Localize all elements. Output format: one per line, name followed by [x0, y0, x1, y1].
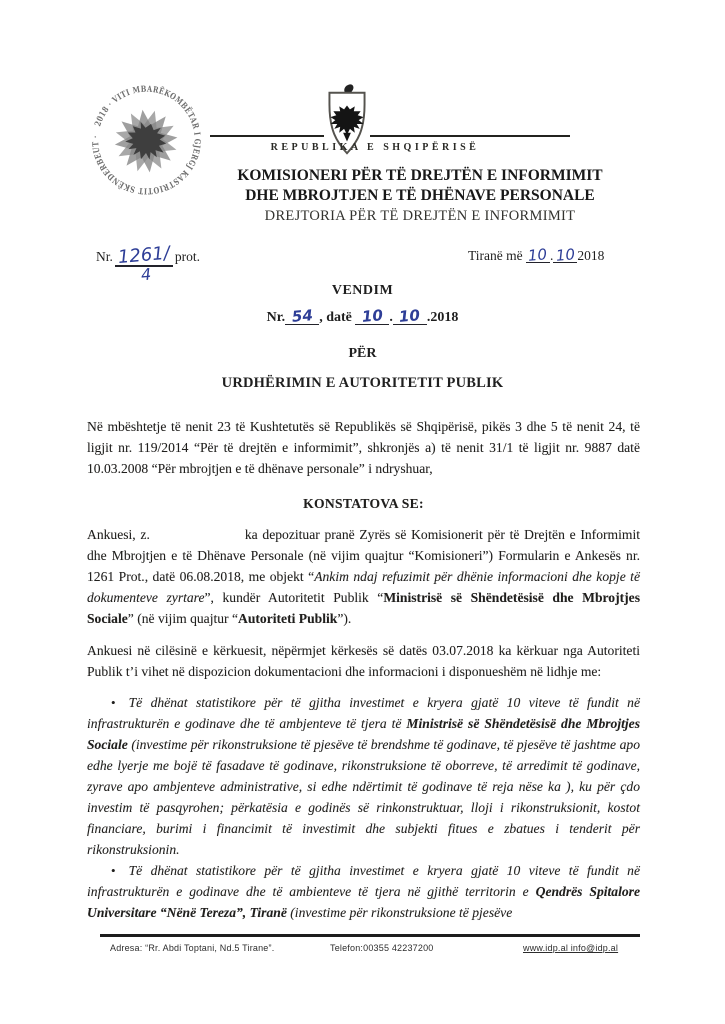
date-day-slot — [526, 245, 550, 265]
text-segment: ”). — [337, 611, 352, 626]
decision-date-label: , datë — [319, 310, 352, 325]
text-segment: Ankim ndaj refuzimit për dhënie informacioni dhe kopje të dokumenteve zyrtare — [87, 569, 640, 605]
bullet-icon: • — [111, 863, 116, 878]
prot-label: prot. — [174, 249, 200, 264]
protocol-number-handwritten — [115, 242, 173, 285]
text-segment: Qendrës Spitalore Universitare “Nënë Tereza”, Tiranë — [87, 884, 640, 920]
helmet-icon — [344, 84, 353, 92]
document-body — [87, 416, 640, 923]
text-segment: Ministrisë së Shëndetësisë dhe Mbrojtjes Sociale — [87, 590, 641, 626]
text-segment: ”, kundër Autoritetit Publik “ — [204, 590, 384, 605]
city-date-prefix: Tiranë më — [468, 248, 523, 263]
konstatova-heading: KONSTATOVA SE: — [303, 496, 424, 511]
republic-title: REPUBLIKA E SHQIPËRISË — [270, 142, 480, 153]
text-segment: ka depozituar pranë Zyrës së Komisionerit për të Drejtën e Informimit dhe Mbrojtjen e të Dhënave Personale (në vijim quajtur “Komisioneri”) Formularin e Ankesës nr. 1261 Prot., datë 06.08.2018, me objekt “ — [87, 527, 640, 584]
text-segment: (investime për rikonstruksione të pjesëve të brendshme të godinave, të pjesëve të jashtme apo edhe lyerje me bojë të fasadave të godinave, rikonstruksione të oborreve, të arredimit të godinave, zyrave apo ambjenteve administrative, si edhe ndërtimit të godinave të reja nëse ka ), ku për çdo investim të pasqyrohen; përkatësia e godinës së rinkonstruktuar, lloji i rikonstruksionit, kostot financiare, burimi i financimit të investimit dhe subjekti fitues e zbatues i tenderit për rikonstruksionin. — [87, 737, 640, 857]
footer-address: Adresa: “Rr. Abdi Toptani, Nd.5 Tirane”. — [110, 943, 275, 953]
text-segment: Autoriteti Publik — [238, 611, 338, 626]
decision-date-year: .2018 — [426, 310, 459, 325]
request-bullet-1 — [87, 692, 640, 860]
org-name-line2: DHE MBROJTJEN E TË DHËNAVE PERSONALE — [245, 187, 595, 204]
decision-nr-handwritten: 54 — [290, 306, 314, 326]
text-segment: (investime për rikonstruksione të pjesëve — [286, 905, 513, 920]
text-segment: Ministrisë së Shëndetësisë dhe Mbrojtjes Sociale — [87, 716, 640, 752]
nr-label: Nr. — [96, 249, 113, 264]
legal-basis-paragraph: Në mbështetje të nenit 23 të Kushtetutës së Republikës së Shqipërisë, pikës 3 dhe 5 të nenit 24, të ligjit nr. 119/2014 “Për të drejtën e informimit”, shkronjës a) të nenit 31/1 të ligjit nr. 9887 datë 10.03.2008 “Për mbrojtjen e të dhënave personale” i ndryshuar, — [87, 419, 640, 476]
date-day-handwritten: 10 — [527, 245, 549, 265]
per-heading: PËR — [348, 346, 377, 361]
date-month-slot — [553, 245, 577, 265]
header-rule-left — [210, 135, 324, 137]
request-bullet-2 — [87, 860, 640, 923]
text-segment: ” (në vijim quajtur “ — [127, 611, 239, 626]
decision-date-dot: . — [389, 310, 393, 325]
directorate-name: DREJTORIA PËR TË DREJTËN E INFORMIMIT — [264, 208, 576, 224]
protocol-number-suffix: 4 — [140, 264, 152, 285]
footer-phone: Telefon:00355 42237200 — [330, 943, 434, 953]
decision-date-day-slot — [355, 306, 389, 326]
bullet-1-text — [87, 695, 640, 857]
complaint-paragraph — [87, 524, 640, 629]
date-dot: . — [550, 248, 554, 263]
footer-website: www.idp.al info@idp.al — [523, 943, 619, 953]
organization-header — [190, 166, 650, 226]
text-segment: Të dhënat statistikore për të gjitha investimet e kryera gjatë 10 viteve të fundit në infrastrukturën e godinave dhe të ambjenteve të tjera të — [87, 695, 640, 731]
decision-nr-slot — [285, 306, 319, 326]
date-year: 2018 — [577, 248, 605, 263]
protocol-number-value: 1261/ — [117, 242, 171, 269]
footer-rule — [100, 934, 640, 937]
request-paragraph: Ankuesi në cilësinë e kërkuesit, nëpërmjet kërkesës së datës 03.07.2018 ka kërkuar nga Autoriteti Publik t’i vihet në dispozicion dokumentacioni dhe informacioni i disponueshëm në lidhje me: — [87, 643, 640, 679]
text-segment: Ankuesi, z. — [87, 527, 150, 542]
place-date-block — [468, 245, 605, 265]
decision-date-month: 10 — [398, 306, 421, 326]
decision-date-month-slot — [393, 306, 427, 326]
decision-date-day: 10 — [361, 306, 384, 326]
bullet-icon: • — [111, 695, 116, 710]
protocol-number-block — [96, 242, 200, 285]
decision-subject: URDHËRIMIN E AUTORITETIT PUBLIK — [221, 375, 504, 391]
header-rule-right — [370, 135, 570, 137]
decision-nr-prefix: Nr. — [266, 310, 286, 325]
decision-heading: VENDIM — [331, 283, 394, 298]
date-month-handwritten: 10 — [555, 245, 576, 265]
text-segment: Të dhënat statistikore për të gjitha investimet e kryera gjatë 10 viteve të fundit në infrastrukturën e godinave dhe të ambienteve të tjera në gjithë territorin e — [87, 863, 640, 899]
org-name-line1: KOMISIONERI PËR TË DREJTËN E INFORMIMIT — [237, 167, 603, 184]
seal-ring-text: 2018 · VITI MBARËKOMBËTAR I GJERGJ KASTRIOTIT SKËNDERBEUT · — [89, 83, 203, 197]
decision-number-line — [0, 306, 725, 326]
bullet-2-text — [87, 863, 640, 920]
